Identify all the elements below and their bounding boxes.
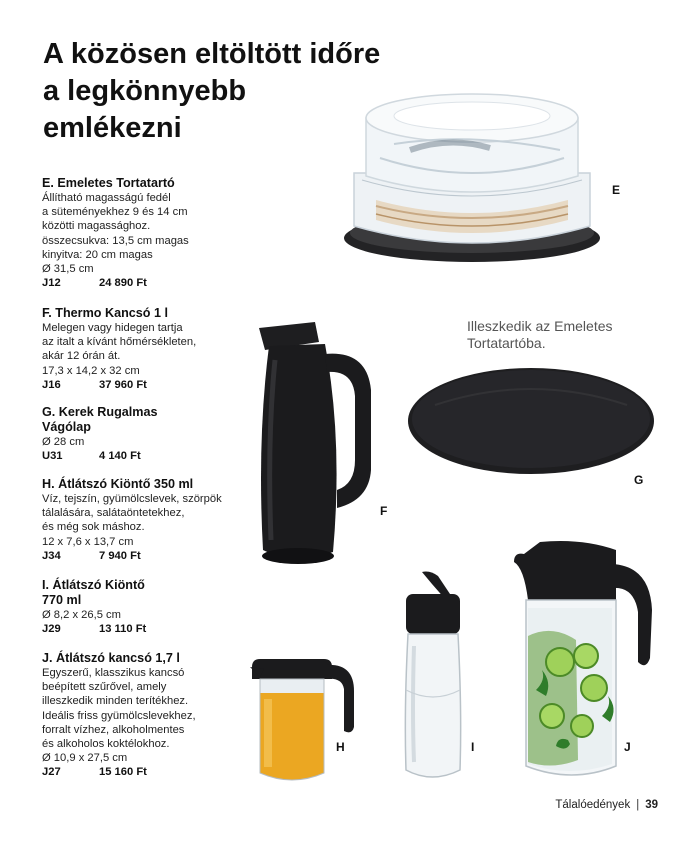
product-desc-line: tálalására, salátaöntetekhez, bbox=[42, 507, 185, 520]
product-code: J34 bbox=[42, 549, 61, 562]
product-desc-line: Állítható magasságú fedél bbox=[42, 192, 171, 204]
product-desc-line: a süteményekhez 9 és 14 cm bbox=[42, 206, 188, 219]
product-desc-line: Ø 31,5 cm bbox=[42, 263, 94, 276]
product-desc-line: beépített szűrővel, amely bbox=[42, 681, 167, 694]
title-line: a legkönnyebb bbox=[43, 75, 247, 107]
cake-carrier-image bbox=[340, 88, 610, 268]
image-label-f: F bbox=[380, 504, 388, 518]
product-name: H. Átlátszó Kiöntő 350 ml bbox=[42, 477, 194, 491]
product-price: 24 890 Ft bbox=[99, 277, 147, 290]
product-code: J12 bbox=[42, 277, 61, 290]
product-price: 13 110 Ft bbox=[99, 623, 147, 636]
title-line: A közösen eltöltött időre bbox=[43, 38, 381, 70]
page-title bbox=[43, 36, 380, 147]
product-code: U31 bbox=[42, 450, 63, 463]
product-code-row bbox=[42, 549, 262, 564]
product-desc-line: Egyszerű, klasszikus kancsó bbox=[42, 667, 185, 679]
product-desc-line: 12 x 7,6 x 13,7 cm bbox=[42, 535, 134, 548]
product-e-info bbox=[42, 176, 262, 291]
product-code-row bbox=[42, 622, 262, 637]
product-price: 4 140 Ft bbox=[99, 450, 141, 463]
product-desc-line: és alkoholos koktélokhoz. bbox=[42, 738, 170, 751]
page-footer bbox=[555, 799, 658, 811]
product-desc-line: Ideális friss gyümölcslevekhez, bbox=[42, 709, 196, 722]
product-name: G. Kerek Rugalmas bbox=[42, 405, 158, 419]
product-desc-line: 17,3 x 14,2 x 32 cm bbox=[42, 364, 140, 377]
product-code-row bbox=[42, 765, 262, 780]
footer-section: Tálalóedények bbox=[555, 799, 631, 811]
product-g-info bbox=[42, 405, 262, 464]
product-desc-line: akár 12 órán át. bbox=[42, 350, 121, 363]
product-code: J29 bbox=[42, 623, 61, 636]
product-desc-line: illeszkedik minden terítékhez. bbox=[42, 695, 189, 708]
product-desc-line: és még sok máshoz. bbox=[42, 521, 145, 534]
tall-bottle-image bbox=[400, 570, 466, 784]
thermo-jug-image bbox=[255, 320, 375, 572]
product-name: 770 ml bbox=[42, 593, 82, 607]
page-number: 39 bbox=[645, 799, 658, 811]
fit-note-line: Tortatartóba. bbox=[467, 335, 546, 351]
product-desc-line: kinyitva: 20 cm magas bbox=[42, 248, 153, 261]
product-i-info bbox=[42, 578, 262, 637]
product-desc-line: közötti magassághoz. bbox=[42, 220, 151, 233]
product-f-info bbox=[42, 306, 262, 392]
product-price: 37 960 Ft bbox=[99, 378, 147, 391]
product-code-row bbox=[42, 276, 262, 291]
image-label-g: G bbox=[634, 473, 644, 487]
product-desc-line: Melegen vagy hidegen tartja bbox=[42, 322, 183, 334]
product-desc-line: Ø 10,9 x 27,5 cm bbox=[42, 752, 128, 765]
fit-note-line: Illeszkedik az Emeletes bbox=[467, 318, 613, 334]
product-h-info bbox=[42, 477, 262, 563]
product-name: E. Emeletes Tortatartó bbox=[42, 176, 175, 190]
product-price: 7 940 Ft bbox=[99, 549, 141, 562]
product-name: F. Thermo Kancsó 1 l bbox=[42, 306, 168, 320]
product-code: J16 bbox=[42, 378, 61, 391]
product-name: Vágólap bbox=[42, 420, 91, 434]
product-name: I. Átlátszó Kiöntő bbox=[42, 578, 145, 592]
product-price: 15 160 Ft bbox=[99, 766, 147, 779]
product-code-row bbox=[42, 449, 262, 464]
cutting-board-image bbox=[405, 365, 657, 477]
product-desc-line: Ø 28 cm bbox=[42, 436, 85, 448]
product-desc-line: forralt vízhez, alkoholmentes bbox=[42, 723, 185, 736]
image-label-i: I bbox=[471, 740, 475, 754]
fit-note bbox=[467, 318, 613, 352]
footer-separator: | bbox=[636, 799, 640, 811]
product-desc-line: Víz, tejszín, gyümölcslevek, szörpök bbox=[42, 493, 222, 505]
product-name: J. Átlátszó kancsó 1,7 l bbox=[42, 651, 180, 665]
product-code: J27 bbox=[42, 766, 61, 779]
oil-pourer-image bbox=[250, 655, 356, 785]
image-label-j: J bbox=[624, 740, 631, 754]
product-code-row bbox=[42, 378, 262, 393]
infuser-jug-image bbox=[512, 540, 654, 785]
product-desc-line: összecsukva: 13,5 cm magas bbox=[42, 234, 189, 247]
image-label-e: E bbox=[612, 183, 621, 197]
product-j-info bbox=[42, 651, 262, 780]
product-desc-line: az italt a kívánt hőmérsékleten, bbox=[42, 336, 197, 349]
product-desc-line: Ø 8,2 x 26,5 cm bbox=[42, 609, 121, 621]
image-label-h: H bbox=[336, 740, 345, 754]
title-line: emlékezni bbox=[43, 112, 182, 144]
